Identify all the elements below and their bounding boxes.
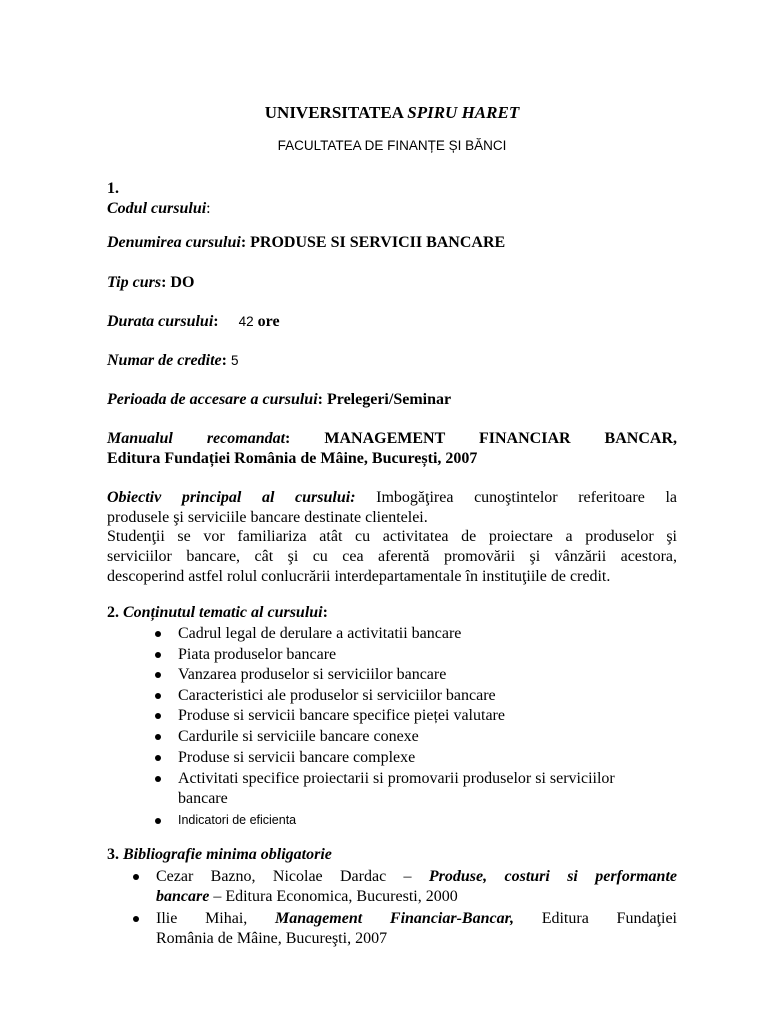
bullet-icon <box>155 686 169 706</box>
list-item <box>155 665 446 685</box>
list-item <box>155 706 505 726</box>
manual-title: : MANAGEMENT FINANCIAR BANCAR, <box>285 430 678 447</box>
cod-cursului-row <box>107 199 211 219</box>
perioada-row <box>107 390 451 410</box>
section3-number: 3. <box>107 846 123 863</box>
ref2-author: Ilie Mihai, <box>156 910 276 927</box>
reference-1-line-1 <box>156 867 677 887</box>
reference-2-line-2: România de Mâine, Bucureşti, 2007 <box>156 930 388 947</box>
cod-label: Codul cursului <box>107 200 207 217</box>
list-item-text: Caracteristici ale produselor si serviciilor bancare <box>178 687 496 704</box>
tip-label: Tip curs <box>107 274 162 291</box>
list-item-text: Vanzarea produselor si serviciilor bancare <box>178 666 447 683</box>
cod-colon: : <box>206 200 211 217</box>
list-item <box>155 727 419 747</box>
credite-value: 5 <box>230 353 239 368</box>
durata-number: 42 <box>238 314 254 329</box>
obiectiv-line-5: descoperind astfel rolul conlucrării interdepartamentale în instituţiile de credit. <box>107 568 611 585</box>
reference-1-line-2 <box>156 887 458 907</box>
durata-unit: ore <box>253 313 280 330</box>
section3-heading <box>107 845 332 865</box>
reference-2-line-1 <box>156 909 677 929</box>
obiectiv-line-2: produsele şi serviciile bancare destinate clientelei. <box>107 509 428 526</box>
denumire-value: : PRODUSE SI SERVICII BANCARE <box>240 234 506 251</box>
manual-line-1 <box>107 429 677 449</box>
list-item-text: Cardurile si serviciile bancare conexe <box>178 728 419 745</box>
credite-colon: : <box>221 352 231 369</box>
section2-number: 2. <box>107 604 123 621</box>
list-item <box>155 686 496 706</box>
section2-colon: : <box>322 604 328 621</box>
ref1-authors: Cezar Bazno, Nicolae Dardac – <box>156 868 429 885</box>
university-prefix: UNIVERSITATEA <box>264 103 408 122</box>
list-item-text: Activitati specifice proiectarii si promovarii produselor si serviciilor <box>178 770 615 787</box>
bullet-icon <box>155 748 169 768</box>
perioada-value: : Prelegeri/Seminar <box>317 391 452 408</box>
list-item <box>155 769 615 789</box>
obiectiv-text-1: Imbogăţirea cunoştintelor referitoare la <box>355 489 677 506</box>
bullet-icon <box>155 645 169 665</box>
list-item-text: Produse si servicii bancare specifice pieței valutare <box>178 707 505 724</box>
bullet-icon <box>155 769 169 789</box>
bullet-icon <box>133 867 147 887</box>
bullet-icon <box>155 624 169 644</box>
bullet-icon <box>155 810 169 830</box>
list-item-text: Produse si servicii bancare complexe <box>178 749 416 766</box>
obiectiv-label: Obiectiv principal al cursului: <box>107 489 356 506</box>
faculty-name: FACULTATEA DE FINANȚE ȘI BĂNCI <box>277 138 507 153</box>
bullet-icon <box>155 665 169 685</box>
university-name: SPIRU HARET <box>407 103 520 122</box>
durata-row <box>107 312 280 332</box>
university-title <box>107 103 677 123</box>
ref2-publisher: Editura Fundaţiei <box>513 910 677 927</box>
denumire-row <box>107 233 505 253</box>
durata-label: Durata cursului <box>107 313 214 330</box>
obiectiv-line-4: serviciilor bancare, cât şi cu cea aferentă promovării şi vânzării acestora, <box>107 548 677 565</box>
manual-label: Manualul recomandat <box>107 430 286 447</box>
ref2-title: Management Financiar-Bancar, <box>275 910 514 927</box>
bullet-icon <box>133 909 147 929</box>
credite-label: Numar de credite <box>107 352 222 369</box>
list-item <box>155 748 415 768</box>
bullet-icon <box>155 706 169 726</box>
durata-colon: : <box>213 313 219 330</box>
bullet-icon <box>155 727 169 747</box>
section3-title: Bibliografie minima obligatorie <box>123 846 332 863</box>
section2-heading <box>107 603 328 623</box>
list-item-text: Indicatori de eficienta <box>178 813 297 827</box>
credite-row <box>107 351 239 371</box>
list-item-text: Piata produselor bancare <box>178 646 337 663</box>
ref1-publisher: – Editura Economica, Bucuresti, 2000 <box>209 888 458 905</box>
ref1-title-end: bancare <box>156 888 210 905</box>
section1-number: 1. <box>107 180 119 197</box>
perioada-label: Perioada de accesare a cursului <box>107 391 318 408</box>
section2-title: Conținutul tematic al cursului <box>123 604 323 621</box>
list-item <box>155 810 296 830</box>
denumire-label: Denumirea cursului <box>107 234 241 251</box>
list-item <box>155 624 461 644</box>
tip-curs-row <box>107 273 194 293</box>
list-item-text: Cadrul legal de derulare a activitatii bancare <box>178 625 462 642</box>
list-item <box>155 645 336 665</box>
ref1-title: Produse, costuri si performante <box>428 868 677 885</box>
obiectiv-line-1 <box>107 488 677 508</box>
obiectiv-line-3: Studenţii se vor familiariza atât cu activitatea de proiectare a produselor şi <box>107 528 677 545</box>
manual-line-2: Editura Fundației România de Mâine, București, 2007 <box>107 450 478 467</box>
list-item-continuation: bancare <box>178 790 228 807</box>
tip-value: : DO <box>161 274 195 291</box>
